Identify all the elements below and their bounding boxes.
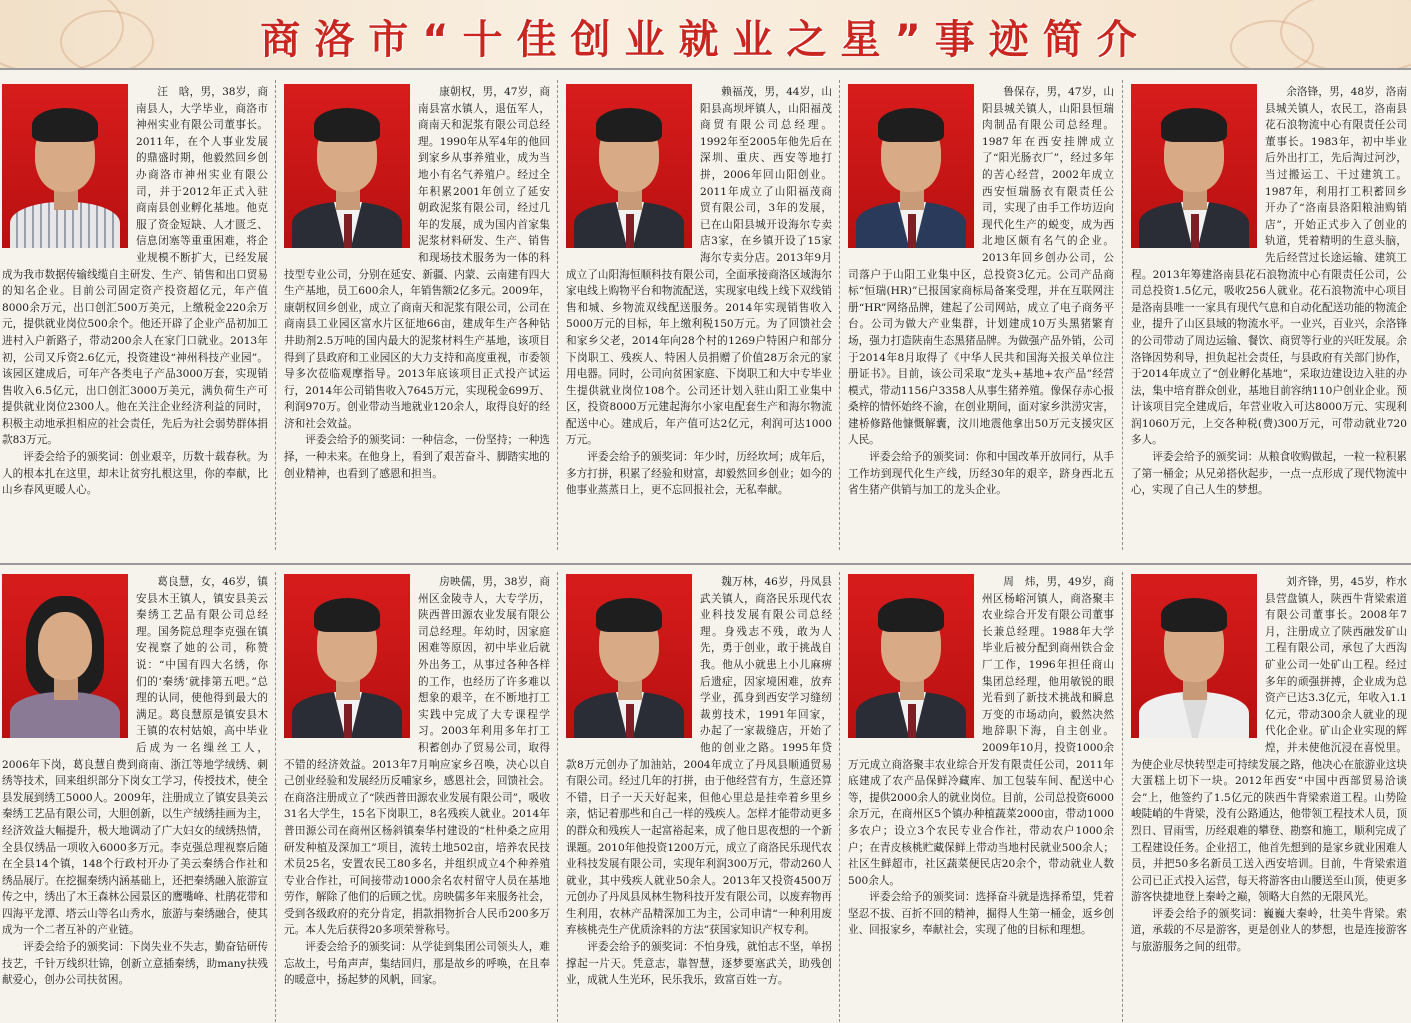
award-text: 评委会给予的颁奖词：从学徒到集团公司领头人，难忘故土，号角声声，集结回归，那是故乡的呼唤，在且奉的暖意中，扬起梦的风帆，回家。 [284, 941, 550, 987]
profile-card [848, 574, 1114, 1023]
profile-text: 鲁保存，男，47岁，山阳县城关镇人，山阳县恒瑞肉制品有限公司总经理。1987年在西安挂牌成立了“阳光肠衣厂”，经过多年的苦心经营，2002年成立西安恒瑞肠衣有限责任公司，实现了由手工作坊迈向现代化生产的蜕变，成为西北地区颇有名气的企业。2013年回乡创办公司，公司落户于山阳工业集中区，总投资3亿元。公司产品商标“恒瑞(HR)”已报国家商标局备案受理，并在互联网注册“HR”网络品牌，建起了公司网站，成立了电子商务平台。公司为做大产业集群，计划建成10万头黑猪繁育场，强力打造陕南生态黑猪品牌。为做强产品外销，公司于2014年8月取得了《中华人民共和国海关报关单位注册证书》。目前，该公司采取“龙头+基地+农产品”经营模式，带动1156户3358人从事生猪养殖。像保存赤心报桑梓的情怀始终不渝，在创业期间，面对家乡洪涝灾害，建桥修路他慷慨解囊，汶川地震他拿出50万元支援灾区人民。 [848, 86, 1114, 447]
profile-card [566, 84, 832, 544]
portrait-photo [284, 574, 410, 738]
row-divider [0, 563, 1411, 565]
award-text: 评委会给予的颁奖词：年少时，历经坎坷；成年后，多方打拼，积累了经验和财富，却毅然回乡创业；如今的他事业蒸蒸日上，更不忘回报社会，无私奉献。 [566, 451, 832, 497]
portrait-photo [848, 84, 974, 248]
portrait-photo [2, 84, 128, 248]
award-text: 评委会给予的颁奖词：创业艰辛，历数十载春秋。为人的根本扎在这里，却未让贫穷扎根这里，你的奉献，比山乡春风更暖人心。 [2, 451, 268, 497]
award-text: 评委会给予的颁奖词：不怕身残，就怕志不坚，单拐撑起一片天。凭意志，靠智慧，逐梦要塞武关，助残创业，成就人生光环，民乐我乐，致富百姓一方。 [566, 941, 832, 987]
award-text: 评委会给予的颁奖词：选择奋斗就是选择希望，凭着坚忍不拔、百折不回的精神，掘得人生第一桶金，返乡创业、回报家乡，奉献社会，实现了他的目标和理想。 [848, 891, 1114, 937]
profile-text: 康朝权，男，47岁，商南县富水镇人，退伍军人，商南天和泥浆有限公司总经理。1990年从军4年的他回到家乡从事养殖业，成为当地小有名气养殖户。经过全年积累2001年创立了延安朝政泥浆有限公司，经过几年的发展，成为国内首家集泥浆材料研发、生产、销售和现场技术服务为一体的科技型专业公司，分别在延安、新疆、内蒙、云南建有四大生产基地，员工600余人，年销售额2亿多元。2009年，康朝权回乡创业，成立了商南天和泥浆有限公司，公司在商南县工业园区富水片区征地66亩，建成年生产各种钻井助剂2.5万吨的国内最大的泥浆材料生产基地，该项目得到了县政府和工业园区的大力支持和高度重视，市委领导多次莅临观摩指导。2013年底该项目正式投产试运行，2014年公司销售收入7645万元，实现税金699万、利润970万。创业带动当地就业120余人，取得良好的经济和社会效益。 [284, 86, 550, 430]
page-title: 商洛市“十佳创业就业之星”事迹简介 [260, 17, 1151, 63]
profile-card [1131, 84, 1407, 544]
profile-text: 房映儒，男，38岁，商州区金陵寺人，大专学历，陕西普田源农业发展有限公司总经理。年幼时，因家庭困难等原因，初中毕业后就外出务工，从事过各种各样的工作，也经历了许多难以想象的艰辛，在不断地打工实践中完成了大专课程学习。2003年利用多年打工积蓄创办了贸易公司，取得不错的经济效益。2013年7月响应家乡召唤，决心以自己创业经验和发展经历反哺家乡，感恩社会，回馈社会。在商洛注册成立了“陕西普田源农业发展有限公司”，吸收31名大学生，15名下岗职工，8名残疾人就业。2014年普田源公司在商州区杨斜镇秦华村建设的“杜仲桑之应用研发种植及深加工”项目，流转土地502亩，培养农民技术员25名，安置农民工80多名，并组织成立4个种养殖专业合作社，可间接带动1000余名农村留守人员在基地劳作，解除了他们的后顾之忧。房映儒多年来服务社会，受到各级政府的充分肯定，捐款捐物折合人民币200多万元。本人先后获得20多项荣誉称号。 [284, 576, 550, 937]
portrait-photo [566, 84, 692, 248]
portrait-photo [1131, 84, 1257, 248]
profile-card [284, 574, 550, 1023]
profile-card [1131, 574, 1407, 1023]
column-divider [839, 80, 840, 550]
profile-text: 魏万林，46岁，丹凤县武关镇人，商洛民乐现代农业科技发展有限公司总经理。身残志不残，敢为人先，勇于创业，敢于挑战自我。他从小就患上小儿麻痹后遗症，因家境困难，放弃学业，孤身到西安学习缝纫裁剪技术，1991年回家，办起了一家裁缝店，开始了他的创业之路。1995年贷款8万元创办了加油站，2004年成立了丹凤县顺通贸易有限公司。经过几年的打拼，由于他经营有方，生意还算不错，日子一天天好起来，但他心里总是挂牵着乡里乡亲，惦记着那些和自己一样的残疾人。怎样才能带动更多的群众和残疾人一起富裕起来，成了他日思夜想的一个新课题。2010年他投资1200万元，成立了商洛民乐现代农业科技发展有限公司，实现年利润300万元，带动260人就业，其中残疾人就业50余人。2013年又投资4500万元创办了丹凤县凤林生物科技开发有限公司，以废弃物再生利用，农林产品精深加工为主，公司申请“一种利用废弃核桃壳生产优质涂料的方法”获国家知识产权专利。 [566, 576, 832, 937]
profile-text: 葛良慧，女，46岁，镇安县木王镇人，镇安县美云秦绣工艺品有限公司总经理。国务院总理李克强在镇安视察了她的公司，称赞说：“中国有四大名绣，你们的‘秦绣’就排第五吧。”总理的认同，使他得到最大的满足。葛良慧原是镇安县木王镇的农村姑娘，高中毕业后成为一名缫丝工人，2006年下岗，葛良慧自费到商南、浙江等地学绒绣、刺绣等技术，回来组织部分下岗女工学习，传授技术，使全县发展到绣工5000人。2009年，注册成立了镇安县美云秦绣工艺品有限公司，大胆创新，以生产绒绣挂画为主，经济效益大幅提升，极大地调动了广大妇女的绒绣热情，全县仅绣品一项收入6000多万元。李克强总理视察后随在全县14个镇，148个行政村开办了美云秦绣合作社和绣品展厅。在挖掘秦绣内涵基础上，还把秦绣融入旅游宣传之中，绣出了木王森林公园景区的鹰嘴峰、杜鹃花带和四海平龙潭、塔云山等名山秀水，旅游与秦绣融合，使其成为一个二者互补的产业链。 [2, 576, 268, 937]
header-rule [0, 68, 1411, 70]
award-text: 评委会给予的颁奖词：巍巍大秦岭，壮美牛背梁。索道，承载的不尽是游客，更是创业人的梦想，也是连接游客与旅游服务之间的纽带。 [1131, 907, 1407, 954]
portrait-photo [1131, 574, 1257, 738]
profile-text: 刘齐锋，男，45岁，柞水县营盘镇人，陕西牛背梁索道有限公司董事长。2008年7月，注册成立了陕西融发矿山工程有限公司，承包了大西沟矿业公司一处矿山工程。经过多年的顽强拼搏，企业成为总资产已达3.3亿元，年收入1.1亿元，带动300余人就业的现代化企业。矿山企业实现的辉煌，并未使他沉浸在喜悦里。为使企业尽快转型走可持续发展之路，他决心在旅游业这块大蛋糕上切下一块。2012年西安“中国中西部贸易洽谈会”上，他签约了1.5亿元的陕西牛背梁索道工程。山势险峻陡峭的牛背梁，没有公路通达，他带领工程技术人员，顶烈日、冒雨雪，历经艰难的攀登、勘察和施工，顺利完成了工程建设任务。企业招工，他首先想到的是家乡就业困难人员，并把50多名新员工送入西安培训。目前，牛背梁索道公司已正式投入运营，每天将游客由山腰送至山顶，使更多游客快捷地登上秦岭之巅，领略大自然的无限风光。 [1131, 576, 1407, 904]
portrait-photo [2, 574, 128, 738]
profile-card [2, 84, 268, 544]
portrait-photo [848, 574, 974, 738]
column-divider [557, 572, 558, 1022]
column-divider [557, 80, 558, 550]
column-divider [839, 572, 840, 1022]
profile-text: 周 炜，男，49岁，商州区杨峪河镇人，商洛聚丰农业综合开发有限公司董事长兼总经理。1988年大学毕业后被分配到商州铁合金厂工作，1996年担任商山集团总经理，他用敏锐的眼光看到了新技术挑战和瞬息万变的市场动向，毅然决然地辞职下海，自主创业。2009年10月，投资1000余万元成立商洛聚丰农业综合开发有限责任公司，2011年底建成了农产品保鲜冷藏库、加工包装车间、配送中心等，提供2000余人的就业岗位。目前，公司总投资6000余万元，在商州区5个镇办种植蔬菜2000亩，带动1000多农户；设立3个农民专业合作社，带动农户1000余户；在青皮核桃贮藏保鲜上带动当地村民就业500余人；社区生鲜超市，社区蔬菜便民店20余个，带动就业人数500余人。 [848, 576, 1114, 887]
profile-card [2, 574, 268, 1023]
column-divider [1122, 572, 1123, 1022]
portrait-photo [566, 574, 692, 738]
column-divider [275, 572, 276, 1022]
profile-text: 余洛锋，男，48岁，洛南县城关镇人，农民工，洛南县花石浪物流中心有限责任公司董事长。1983年，初中毕业后外出打工，先后淘过河沙，当过搬运工、干过建筑工。1987年，利用打工积蓄回乡开办了“洛南县洛阳粮油购销店”，开始正式步入了创业的轨道，凭着精明的生意头脑，先后经营过长途运输、建筑工程。2013年筹建洛南县花石浪物流中心有限责任公司，公司总投资1.5亿元，吸收256人就业。花石浪物流中心项目是洛南县唯一一家具有现代气息和自动化配送功能的物流企业，提升了山区县域的物流水平。一业兴，百业兴，余洛锋的公司带动了周边运输、餐饮、商贸等行业的兴旺发展。余洛锋因势利导，担负起社会责任，与县政府有关部门协作，于2014年成立了“创业孵化基地”，采取边建设边入驻的办法，集中培育群众创业，基地目前容纳110户创业企业。预计该项目完全建成后，年营业收入可达8000万元、实现利润1060万元，上交各种税(费)300万元，可带动就业720多人。 [1131, 86, 1407, 447]
profile-text: 赖福茂，男，44岁，山阳县高坝坪镇人，山阳福茂商贸有限公司总经理。1992年至2005年他先后在深圳、重庆、西安等地打拼，2006年回山阳创业。2011年成立了山阳福茂商贸有限公司，3年的发展，已在山阳县城开设海尔专卖店3家，在乡镇开设了15家海尔专卖分店。2013年9月成立了山阳海恒顺科技有限公司，全面承接商洛区域海尔家电线上购物平台和物流配送，实现家电线上线下双线销售和城、乡物流双线配送服务。2014年实现销售收入5000万元的目标，年上缴利税150万元。为了回馈社会和家乡父老，2014年向28个村的1269户特困户和部分下岗职工、残疾人、特困人员捐赠了价值28万余元的家用电器。同时，公司向贫困家庭、下岗职工和大中专毕业生提供就业岗位108个。公司还计划入驻山阳工业集中区，投资8000万元建起海尔小家电配套生产和海尔物流配送中心。建成后，年产值可达2亿元，利润可达1000万元。 [566, 86, 832, 447]
profile-text: 汪 晗，男，38岁，商南县人，大学毕业，商洛市神州实业有限公司董事长。2011年，在个人事业发展的鼎盛时期，他毅然回乡创办商洛市神州实业有限公司，并于2012年正式入驻商南县创业孵化基地。他克服了资金短缺、人才匮乏、信息闭塞等重重困难，将企业规模不断扩大，已经发展成为我市数据传输线缆自主研发、生产、销售和出口贸易的知名企业。目前公司固定资产投资超亿元，年产值8000余万元，出口创汇500万美元，上缴税金220余万元，提供就业岗位500余个。他还开辟了企业产品初加工进村入户新路子，带动200余人在家门口就业。2013年初，公司又斥资2.6亿元，投资建设“神州科技产业园”。该园区建成后，可年产各类电子产品3000万套，实现销售收入6.5亿元，出口创汇3000万美元，满负荷生产可提供就业岗位2300人。他在关注企业经济利益的同时，积极主动地承担相应的社会责任，先后为社会弱势群体捐款83万元。 [2, 86, 268, 447]
award-text: 评委会给予的颁奖词：一种信念，一份坚持；一种选择，一种未来。在他身上，看到了艰苦奋斗、脚踏实地的创业精神，也看到了感恩和担当。 [284, 434, 550, 480]
award-text: 评委会给予的颁奖词：下岗失业不失志，勤奋钻研传技艺，千针万线织壮锦，创新立意插秦绣，助many扶残献爱心，创办公司扶贫困。 [2, 941, 268, 987]
profile-card [566, 574, 832, 1023]
column-divider [1122, 80, 1123, 550]
award-text: 评委会给予的颁奖词：从粮食收购做起，一粒一粒积累了第一桶金；从兄弟搭伙起步，一点一点形成了现代物流中心，实现了自己人生的梦想。 [1131, 451, 1407, 497]
award-text: 评委会给予的颁奖词：你和中国改革开放同行，从手工作坊到现代化生产线，历经30年的艰辛，跻身西北五省生猪产供销与加工的龙头企业。 [848, 451, 1114, 497]
title-banner [0, 0, 1411, 68]
profile-card [848, 84, 1114, 544]
column-divider [275, 80, 276, 550]
portrait-photo [284, 84, 410, 248]
profile-card [284, 84, 550, 544]
